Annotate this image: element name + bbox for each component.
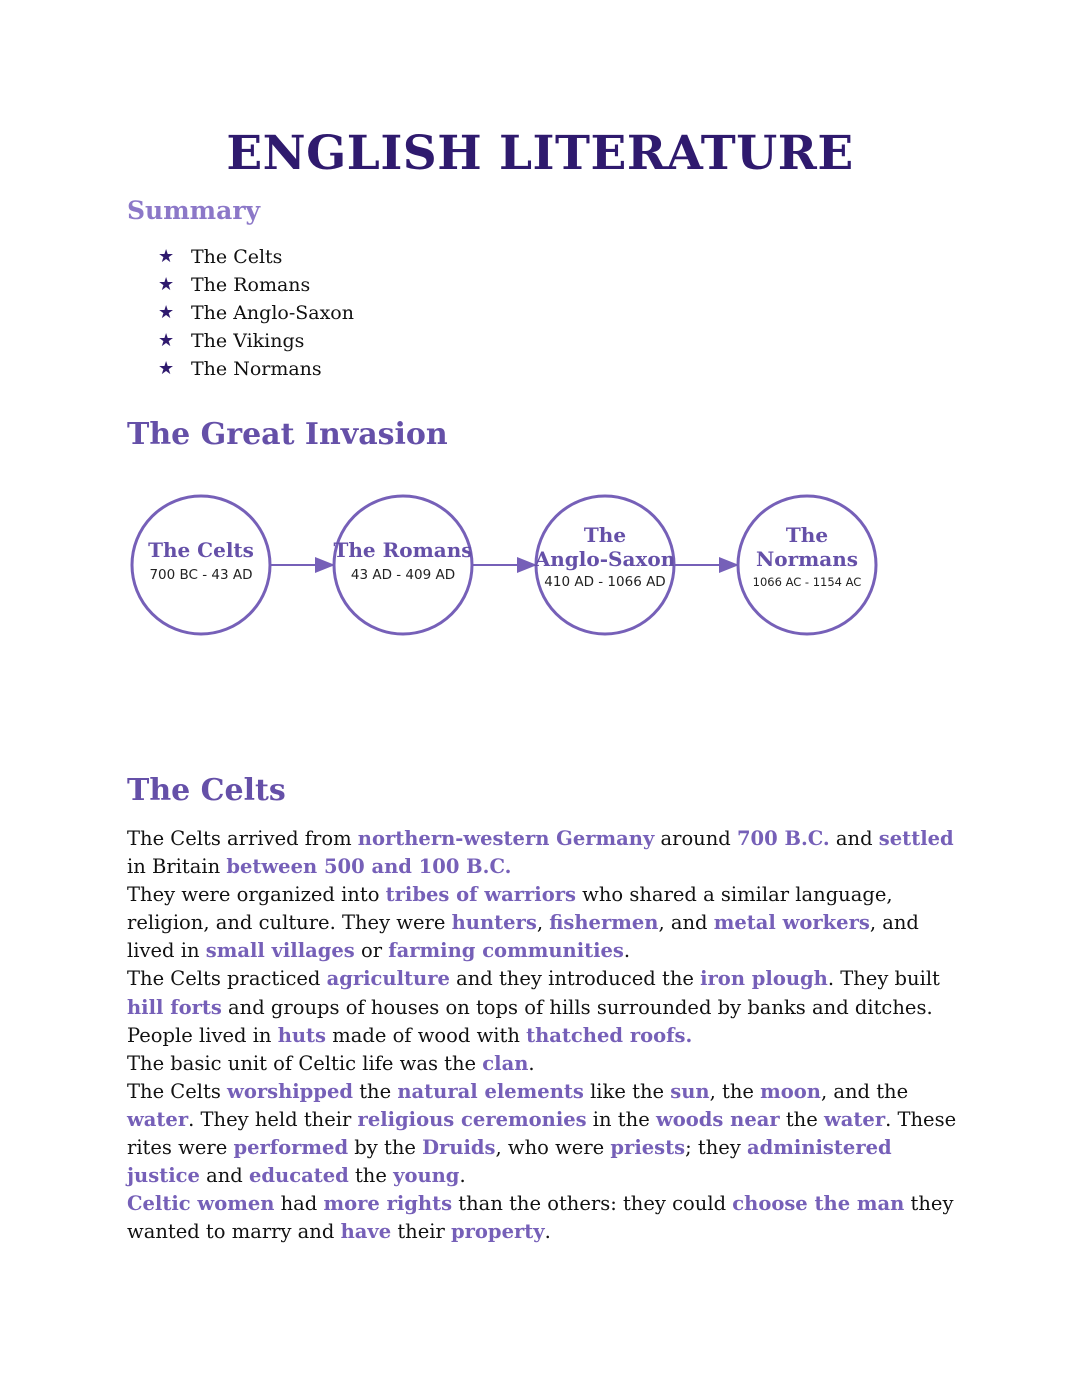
highlighted-term: small villages — [205, 939, 355, 963]
timeline-node-dates: 1066 AC - 1154 AC — [752, 575, 862, 589]
highlighted-term: woods near — [655, 1107, 780, 1131]
timeline-node-title: The — [785, 523, 829, 547]
text-run: or — [354, 939, 389, 963]
highlighted-term: northern-western Germany — [357, 827, 655, 850]
list-item — [158, 271, 354, 299]
highlighted-term: young — [393, 1164, 460, 1188]
text-run: The Celts — [127, 1079, 228, 1103]
text-run: , the — [709, 1079, 761, 1103]
text-run: the — [779, 1107, 824, 1131]
highlighted-term: metal workers — [713, 911, 870, 935]
highlighted-term: educated — [248, 1164, 349, 1188]
text-run: . These rites were — [127, 1107, 957, 1160]
text-run: The basic unit of Celtic life was the — [127, 1051, 483, 1075]
text-run: than the others: they could — [452, 1192, 733, 1216]
highlighted-term: tribes of warriors — [385, 883, 576, 907]
star-icon: ★ — [158, 358, 175, 379]
text-run: and — [199, 1164, 249, 1188]
highlighted-term: natural elements — [397, 1079, 584, 1103]
summary-item-label: The Vikings — [191, 330, 305, 352]
text-run: . — [544, 1220, 551, 1244]
text-run: , who were — [495, 1136, 611, 1160]
text-run: They were organized into — [127, 883, 386, 907]
highlighted-term: hill forts — [127, 995, 222, 1019]
list-item — [158, 327, 354, 355]
text-run: the — [353, 1079, 398, 1103]
celts-heading: The Celts — [127, 773, 286, 808]
timeline-node-title: The Celts — [148, 538, 254, 562]
text-run: and groups of houses on tops of hills surrounded by banks and ditches. People lived in — [127, 995, 933, 1047]
text-run: ; they — [685, 1136, 748, 1160]
timeline-node-dates: 410 AD - 1066 AD — [544, 574, 666, 590]
celts-paragraph — [127, 1050, 962, 1078]
highlighted-term: have — [340, 1220, 392, 1244]
timeline-node-title: The Romans — [333, 538, 473, 562]
text-run: their — [391, 1220, 452, 1244]
highlighted-term: between 500 and 100 B.C. — [226, 855, 512, 879]
text-run: they wanted to marry and — [127, 1192, 954, 1244]
text-run: and — [829, 827, 879, 850]
text-run: . They held their — [188, 1107, 358, 1131]
timeline-node-dates: 700 BC - 43 AD — [149, 567, 253, 583]
highlighted-term: priests — [610, 1136, 686, 1160]
list-item — [158, 299, 354, 327]
list-item — [158, 243, 354, 271]
highlighted-term: moon — [760, 1079, 821, 1103]
star-icon: ★ — [158, 274, 175, 295]
text-run: the — [348, 1164, 394, 1188]
text-run: , — [536, 911, 550, 935]
text-run: , and — [658, 911, 714, 935]
celts-paragraph — [127, 1190, 962, 1246]
summary-item-label: The Normans — [191, 358, 322, 380]
text-run: . They built — [827, 967, 940, 991]
highlighted-term: property — [451, 1220, 545, 1244]
timeline-node-title: Anglo-Saxon — [534, 547, 676, 571]
text-run: , and the — [820, 1079, 909, 1103]
text-run: . — [623, 939, 631, 963]
highlighted-term: Druids — [422, 1136, 496, 1160]
highlighted-term: performed — [233, 1136, 349, 1160]
star-icon: ★ — [158, 302, 175, 323]
star-icon: ★ — [158, 246, 175, 267]
invasion-timeline-diagram — [120, 485, 900, 655]
celts-body-text — [127, 825, 962, 1246]
highlighted-term: administered justice — [127, 1136, 892, 1188]
star-icon: ★ — [158, 330, 175, 351]
celts-paragraph — [127, 965, 962, 1049]
highlighted-term: thatched roofs. — [526, 1023, 693, 1047]
summary-item-label: The Celts — [191, 246, 283, 268]
text-run: around — [654, 827, 737, 850]
timeline-node-circle — [132, 496, 270, 634]
summary-list — [158, 243, 354, 383]
celts-paragraph — [127, 881, 962, 965]
text-run: , and lived in — [127, 911, 919, 963]
highlighted-term: fishermen — [549, 911, 659, 935]
highlighted-term: more rights — [323, 1192, 453, 1216]
highlighted-term: 700 B.C. — [736, 827, 830, 850]
document-title: ENGLISH LITERATURE — [226, 126, 854, 181]
highlighted-term: settled — [878, 827, 954, 850]
highlighted-term: water — [127, 1107, 189, 1131]
highlighted-term: Celtic women — [127, 1192, 275, 1216]
highlighted-term: worshipped — [227, 1079, 353, 1103]
highlighted-term: hunters — [451, 911, 537, 935]
summary-heading: Summary — [127, 196, 261, 225]
text-run: like the — [583, 1079, 671, 1103]
text-run: by the — [348, 1136, 423, 1160]
timeline-node-title: The — [583, 523, 627, 547]
highlighted-term: iron plough — [700, 967, 828, 991]
highlighted-term: sun — [670, 1079, 710, 1103]
text-run: The Celts arrived from — [127, 827, 358, 850]
highlighted-term: agriculture — [326, 967, 450, 991]
text-run: in the — [586, 1107, 656, 1131]
text-run: . — [459, 1164, 466, 1188]
highlighted-term: choose the man — [732, 1192, 905, 1216]
highlighted-term: religious ceremonies — [357, 1107, 587, 1131]
text-run: in Britain — [127, 855, 227, 879]
timeline-node-dates: 43 AD - 409 AD — [350, 567, 456, 583]
text-run: made of wood with — [326, 1023, 527, 1047]
text-run: and they introduced the — [449, 967, 701, 991]
summary-item-label: The Romans — [191, 274, 311, 296]
text-run: . — [528, 1051, 535, 1075]
summary-item-label: The Anglo-Saxon — [191, 302, 354, 324]
text-run: The Celts practiced — [127, 967, 327, 991]
timeline-node-circle — [334, 496, 472, 634]
timeline-node-title: Normans — [755, 547, 859, 571]
celts-paragraph — [127, 825, 962, 881]
highlighted-term: clan — [482, 1051, 529, 1075]
great-invasion-heading: The Great Invasion — [127, 417, 448, 452]
celts-paragraph — [127, 1078, 962, 1190]
text-run: had — [274, 1192, 324, 1216]
highlighted-term: huts — [277, 1023, 327, 1047]
list-item — [158, 355, 354, 383]
text-run: who shared a similar language, religion, and culture. They were — [127, 883, 893, 935]
highlighted-term: farming communities — [388, 939, 624, 963]
highlighted-term: water — [823, 1107, 886, 1131]
